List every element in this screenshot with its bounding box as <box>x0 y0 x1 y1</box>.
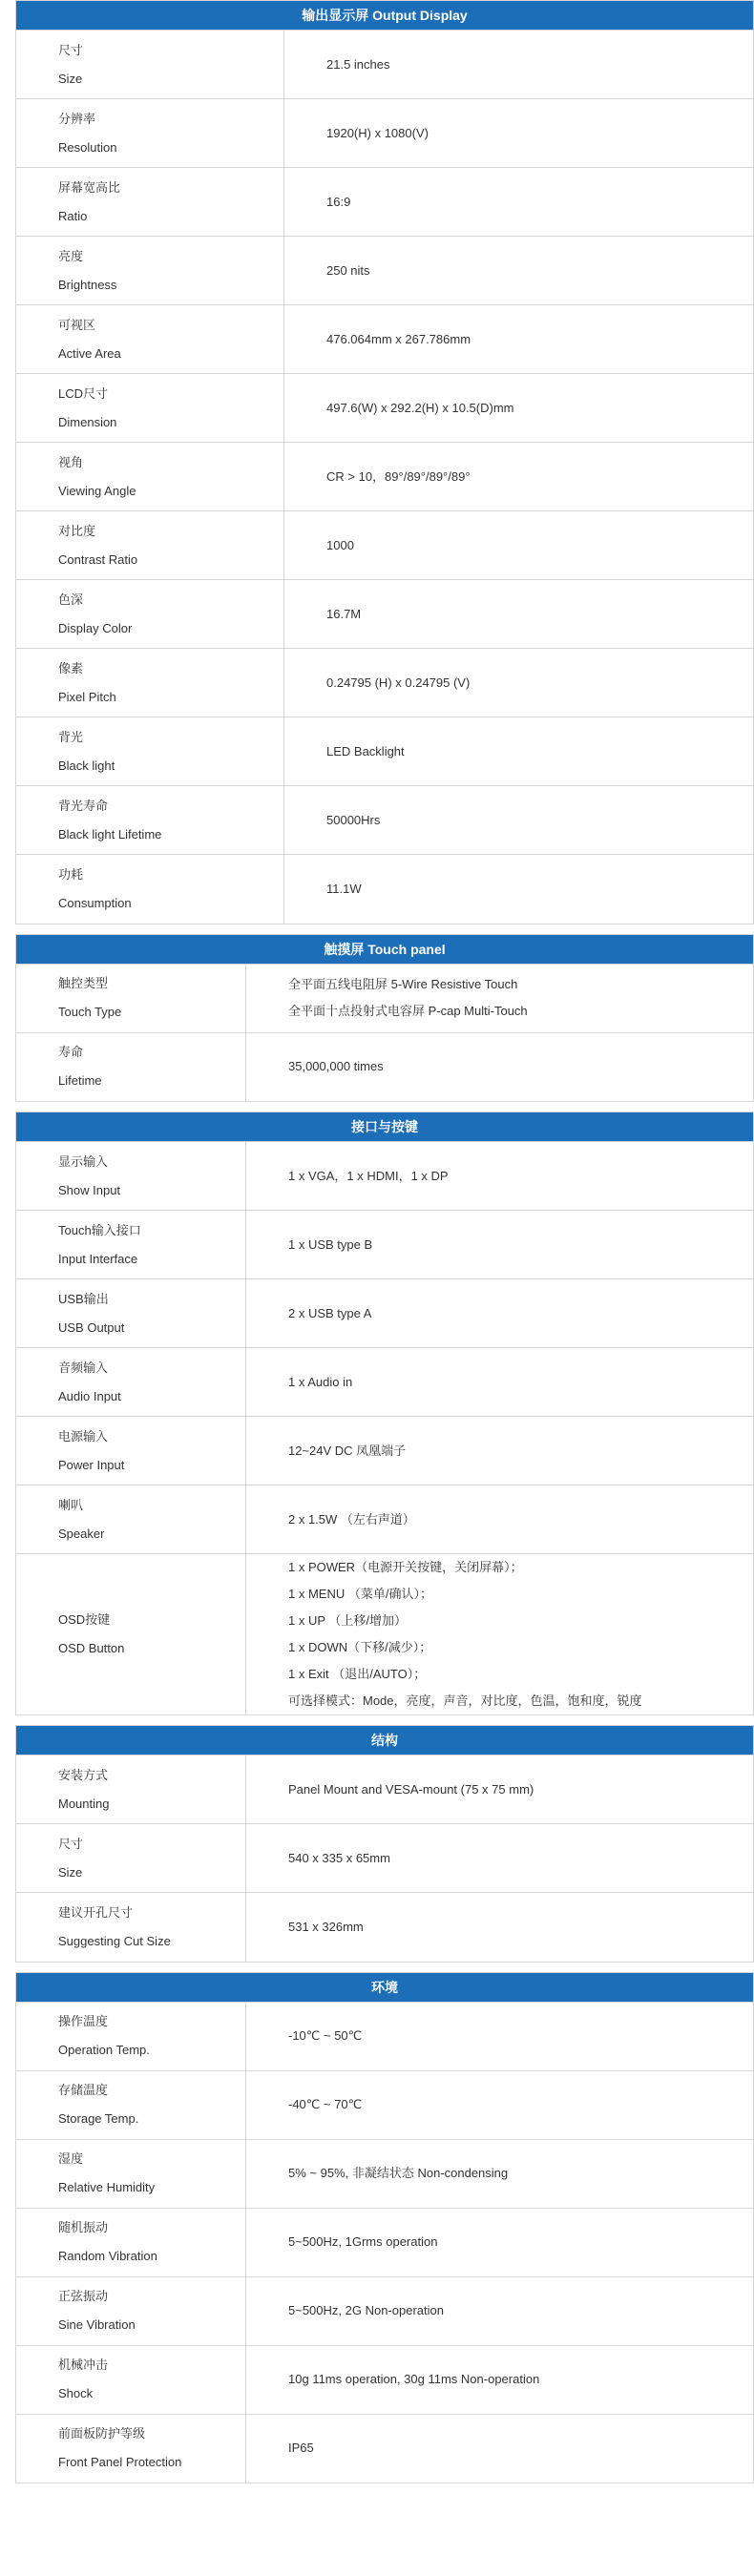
spec-label <box>16 1824 246 1893</box>
spec-label-en: Resolution <box>58 139 117 155</box>
spec-value <box>284 99 754 168</box>
spec-row <box>16 2276 753 2345</box>
spec-label-zh: 功耗 <box>58 866 84 882</box>
spec-label-en: Display Color <box>58 620 133 635</box>
spec-label-zh: Touch输入接口 <box>58 1222 141 1237</box>
spec-value-text: 1000 <box>326 537 354 552</box>
spec-value <box>246 1485 754 1554</box>
spec-label-en: Input Interface <box>58 1251 138 1266</box>
spec-sheet <box>15 0 754 2483</box>
section-output-display <box>15 0 754 924</box>
spec-label <box>16 168 284 237</box>
spec-label <box>16 2276 246 2345</box>
spec-label-zh: 存储温度 <box>58 2083 109 2097</box>
section-title: 接口与按键 <box>16 1112 753 1141</box>
spec-row <box>16 717 753 786</box>
spec-label <box>16 2070 246 2139</box>
spec-label-en: Random Vibration <box>58 2249 157 2263</box>
section-touch-panel <box>15 934 754 1103</box>
spec-row <box>16 443 753 511</box>
spec-label <box>16 31 284 99</box>
spec-label-zh: 对比度 <box>58 523 96 538</box>
spec-row <box>16 2070 753 2139</box>
spec-value-line: 1 x Audio in <box>288 1374 353 1389</box>
spec-value-line: 531 x 326mm <box>288 1919 364 1934</box>
spec-value-line: 1 x UP （上移/增加） <box>288 1613 408 1628</box>
spec-label-en: OSD Button <box>58 1641 125 1655</box>
spec-label-en: Dimension <box>58 414 117 429</box>
spec-row <box>16 99 753 168</box>
spec-row <box>16 511 753 580</box>
spec-label <box>16 1211 246 1279</box>
spec-label-en: Sine Vibration <box>58 2317 136 2332</box>
spec-value <box>246 1142 754 1211</box>
spec-label-zh: 视角 <box>58 454 84 469</box>
spec-value-text: 250 nits <box>326 262 370 278</box>
spec-value-text: 16.7M <box>326 606 362 621</box>
spec-value-line: -10℃ ~ 50℃ <box>288 2028 363 2043</box>
spec-label <box>16 2139 246 2208</box>
spec-label-zh: 色深 <box>58 592 84 607</box>
spec-label <box>16 1485 246 1554</box>
spec-value <box>246 1279 754 1348</box>
spec-label-zh: LCD尺寸 <box>58 385 109 401</box>
spec-label-en: Power Input <box>58 1457 125 1472</box>
spec-label-zh: 电源输入 <box>58 1428 109 1444</box>
spec-label-zh: 操作温度 <box>58 2014 109 2028</box>
spec-label <box>16 1032 246 1101</box>
spec-value-line: 全平面五线电阻屏 5-Wire Resistive Touch <box>288 977 518 991</box>
spec-label-en: Black light Lifetime <box>58 826 162 841</box>
spec-label-en: Ratio <box>58 208 88 223</box>
spec-value <box>246 1348 754 1417</box>
spec-label-zh: 前面板防护等级 <box>58 2426 146 2441</box>
spec-label <box>16 374 284 443</box>
spec-value-text: 21.5 inches <box>326 56 390 72</box>
spec-label <box>16 1142 246 1211</box>
spec-row <box>16 31 753 99</box>
section-environment <box>15 1972 754 2484</box>
spec-value-line: -40℃ ~ 70℃ <box>288 2097 363 2111</box>
spec-value-line: 35,000,000 times <box>288 1059 384 1074</box>
section-title: 输出显示屏 Output Display <box>16 1 753 30</box>
spec-value-line: Panel Mount and VESA-mount (75 x 75 mm) <box>288 1781 534 1797</box>
spec-value-line: 1 x USB type B <box>288 1236 373 1252</box>
spec-label-en: Front Panel Protection <box>58 2455 182 2470</box>
spec-label <box>16 2414 246 2483</box>
spec-value <box>284 168 754 237</box>
spec-label <box>16 580 284 649</box>
spec-value <box>246 2002 754 2070</box>
spec-label-en: Pixel Pitch <box>58 689 116 704</box>
spec-label-en: Mounting <box>58 1796 110 1811</box>
spec-label-zh: 喇叭 <box>58 1497 84 1512</box>
spec-label-zh: 寿命 <box>58 1045 84 1060</box>
spec-value-text: 11.1W <box>326 881 362 896</box>
spec-value <box>246 1755 754 1824</box>
section-title: 环境 <box>16 1973 753 2002</box>
spec-label <box>16 511 284 580</box>
spec-label-en: Size <box>58 71 83 86</box>
spec-label <box>16 237 284 305</box>
spec-label-zh: 屏幕宽高比 <box>58 179 121 195</box>
spec-table <box>16 30 753 924</box>
spec-value <box>246 2070 754 2139</box>
spec-label <box>16 649 284 717</box>
spec-label-zh: 触控类型 <box>58 976 109 990</box>
spec-label-zh: 可视区 <box>58 317 96 332</box>
spec-row <box>16 1279 753 1348</box>
spec-value-line: 5~500Hz, 1Grms operation <box>288 2234 438 2249</box>
spec-row <box>16 2002 753 2070</box>
spec-row <box>16 855 753 924</box>
section-title: 结构 <box>16 1726 753 1755</box>
spec-table <box>16 1141 753 1714</box>
spec-label-zh: 建议开孔尺寸 <box>58 1904 134 1920</box>
spec-label-zh: 正弦振动 <box>58 2289 109 2303</box>
spec-label-en: Size <box>58 1864 83 1880</box>
spec-value <box>246 1417 754 1485</box>
spec-label-zh: 湿度 <box>58 2151 84 2166</box>
spec-value-line: 2 x 1.5W （左右声道） <box>288 1511 415 1527</box>
spec-value <box>246 2276 754 2345</box>
spec-value-line: 可选择模式：Mode，亮度，声音，对比度，色温，饱和度，锐度 <box>288 1693 642 1708</box>
spec-label <box>16 786 284 855</box>
section-title: 触摸屏 Touch panel <box>16 935 753 964</box>
spec-value-line: 全平面十点投射式电容屏 P-cap Multi-Touch <box>288 1004 528 1018</box>
spec-label-en: Brightness <box>58 277 117 292</box>
spec-label <box>16 964 246 1032</box>
spec-value <box>246 1893 754 1962</box>
spec-value <box>284 511 754 580</box>
spec-value-text: 1920(H) x 1080(V) <box>326 125 429 140</box>
spec-label-zh: 安装方式 <box>58 1767 109 1782</box>
section-structure <box>15 1725 754 1963</box>
spec-value <box>246 1211 754 1279</box>
spec-label <box>16 1554 246 1715</box>
spec-row <box>16 1142 753 1211</box>
spec-value-line: 1 x DOWN（下移/减少）； <box>288 1640 432 1654</box>
spec-value-text: CR > 10，89°/89°/89°/89° <box>326 468 471 484</box>
spec-label <box>16 2345 246 2414</box>
spec-value <box>246 964 754 1032</box>
spec-label-en: Operation Temp. <box>58 2043 150 2057</box>
spec-value-line: 5% ~ 95%, 非凝结状态 Non-condensing <box>288 2166 509 2180</box>
spec-value-line: 2 x USB type A <box>288 1305 372 1320</box>
spec-row <box>16 2139 753 2208</box>
spec-label-en: Speaker <box>58 1526 105 1541</box>
spec-label <box>16 2002 246 2070</box>
spec-row <box>16 649 753 717</box>
spec-label-en: Shock <box>58 2386 94 2400</box>
spec-label-en: Suggesting Cut Size <box>58 1933 171 1948</box>
spec-row <box>16 374 753 443</box>
spec-label-zh: OSD按键 <box>58 1612 111 1627</box>
spec-label <box>16 1755 246 1824</box>
spec-label-en: Touch Type <box>58 1005 122 1019</box>
spec-table <box>16 2002 753 2483</box>
spec-row <box>16 2345 753 2414</box>
spec-value <box>284 31 754 99</box>
spec-label-zh: 分辨率 <box>58 111 96 126</box>
spec-value <box>246 2208 754 2276</box>
spec-value <box>246 2414 754 2483</box>
spec-label <box>16 717 284 786</box>
spec-value-line: 10g 11ms operation, 30g 11ms Non-operation <box>288 2372 540 2386</box>
spec-row <box>16 964 753 1032</box>
spec-row <box>16 1348 753 1417</box>
spec-label <box>16 1279 246 1348</box>
spec-label <box>16 2208 246 2276</box>
spec-value <box>246 2345 754 2414</box>
spec-row <box>16 237 753 305</box>
spec-label-en: Storage Temp. <box>58 2111 139 2126</box>
spec-value <box>284 855 754 924</box>
spec-value <box>246 2139 754 2208</box>
spec-row <box>16 1893 753 1962</box>
spec-label-en: Relative Humidity <box>58 2180 156 2194</box>
spec-row <box>16 168 753 237</box>
spec-value-line: 1 x Exit （退出/AUTO）； <box>288 1667 427 1681</box>
spec-row <box>16 1032 753 1101</box>
spec-label-en: USB Output <box>58 1319 125 1335</box>
spec-row <box>16 1485 753 1554</box>
spec-value <box>284 374 754 443</box>
spec-row <box>16 1554 753 1715</box>
spec-value <box>246 1824 754 1893</box>
spec-label <box>16 855 284 924</box>
spec-label-en: Lifetime <box>58 1073 102 1089</box>
spec-value-line: 1 x MENU （菜单/确认）； <box>288 1587 432 1601</box>
spec-value <box>284 305 754 374</box>
spec-value-line: 5~500Hz, 2G Non-operation <box>288 2303 444 2317</box>
spec-row <box>16 1417 753 1485</box>
spec-label-en: Active Area <box>58 345 121 361</box>
spec-value-text: LED Backlight <box>326 743 405 758</box>
spec-label-zh: 尺寸 <box>58 1836 84 1851</box>
spec-label-en: Black light <box>58 758 115 773</box>
spec-value-text: 16:9 <box>326 194 351 209</box>
spec-value <box>246 1032 754 1101</box>
spec-label <box>16 1893 246 1962</box>
spec-value-line: IP65 <box>288 2441 314 2456</box>
spec-label-zh: 背光寿命 <box>58 798 109 813</box>
spec-label-en: Audio Input <box>58 1388 121 1403</box>
spec-value <box>284 717 754 786</box>
spec-value-text: 0.24795 (H) x 0.24795 (V) <box>326 675 471 690</box>
spec-value <box>246 1554 754 1715</box>
section-interfaces <box>15 1111 754 1715</box>
spec-value-text: 50000Hrs <box>326 812 381 827</box>
spec-label-zh: 显示输入 <box>58 1153 109 1169</box>
spec-row <box>16 1211 753 1279</box>
spec-label-zh: 像素 <box>58 660 84 675</box>
spec-label-en: Show Input <box>58 1182 121 1197</box>
spec-label <box>16 1348 246 1417</box>
spec-row <box>16 1824 753 1893</box>
spec-label-zh: 尺寸 <box>58 42 84 57</box>
spec-value <box>284 443 754 511</box>
spec-label-zh: 背光 <box>58 729 84 744</box>
spec-value-line: 540 x 335 x 65mm <box>288 1850 390 1865</box>
spec-row <box>16 786 753 855</box>
spec-value-line: 1 x POWER（电源开关按键，关闭屏幕）； <box>288 1560 523 1574</box>
spec-row <box>16 2208 753 2276</box>
spec-label-en: Viewing Angle <box>58 483 136 498</box>
spec-label-zh: 音频输入 <box>58 1360 109 1375</box>
spec-table <box>16 964 753 1102</box>
spec-value <box>284 649 754 717</box>
spec-row <box>16 1755 753 1824</box>
spec-value-line: 1 x VGA，1 x HDMI，1 x DP <box>288 1168 449 1183</box>
spec-value-text: 476.064mm x 267.786mm <box>326 331 471 346</box>
spec-label-zh: 亮度 <box>58 248 84 263</box>
spec-row <box>16 2414 753 2483</box>
spec-label-zh: 随机振动 <box>58 2220 109 2234</box>
spec-value-text: 497.6(W) x 292.2(H) x 10.5(D)mm <box>326 400 514 415</box>
spec-value-line: 12~24V DC 凤凰端子 <box>288 1443 407 1458</box>
spec-label <box>16 99 284 168</box>
spec-label-zh: USB输出 <box>58 1291 109 1306</box>
spec-label-en: Consumption <box>58 895 132 910</box>
spec-row <box>16 305 753 374</box>
spec-table <box>16 1755 753 1962</box>
spec-value <box>284 786 754 855</box>
spec-row <box>16 580 753 649</box>
spec-label-zh: 机械冲击 <box>58 2358 109 2372</box>
spec-label <box>16 1417 246 1485</box>
spec-label-en: Contrast Ratio <box>58 551 138 567</box>
spec-value <box>284 580 754 649</box>
spec-label <box>16 305 284 374</box>
spec-value <box>284 237 754 305</box>
spec-label <box>16 443 284 511</box>
